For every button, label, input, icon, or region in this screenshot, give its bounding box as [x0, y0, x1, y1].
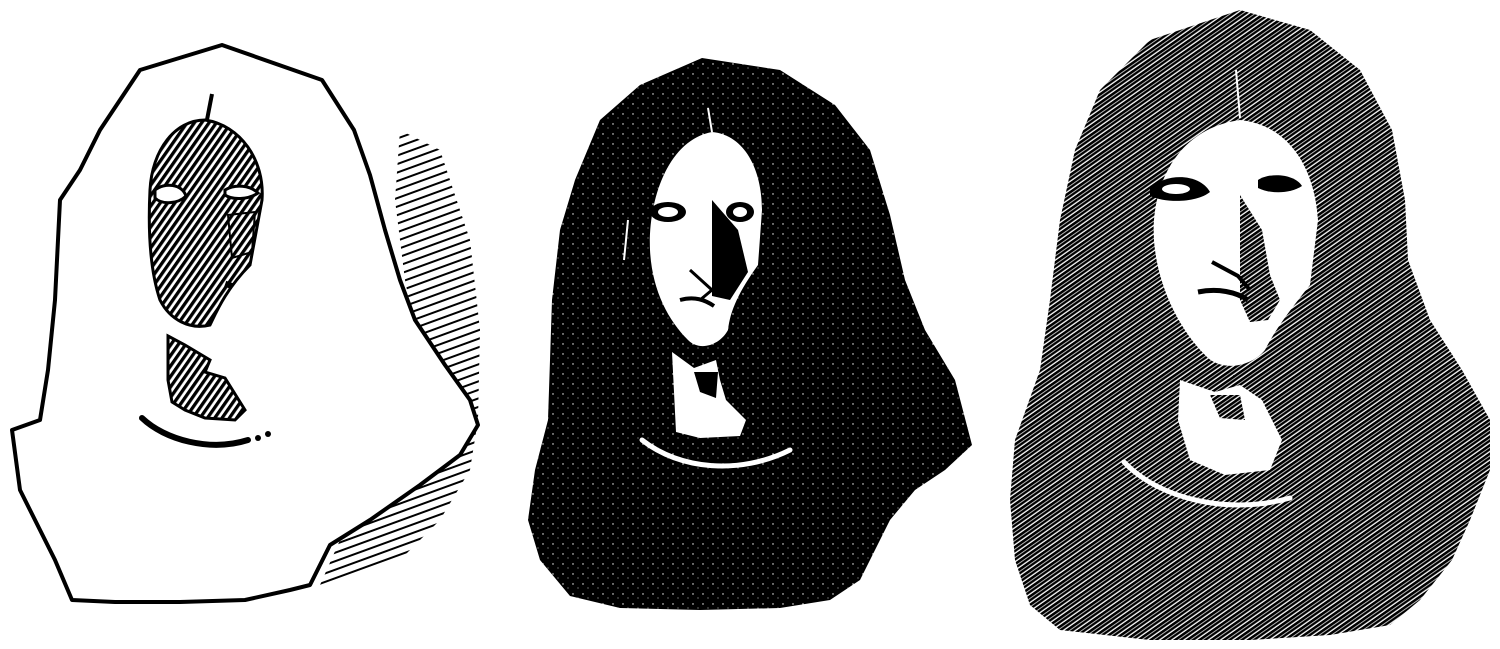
eye-right-white: [733, 207, 747, 217]
eye-left-white: [658, 207, 678, 217]
eye-left-white: [1162, 184, 1190, 194]
eye-left: [155, 185, 186, 202]
cheek-highlight: [228, 212, 255, 258]
hatched-stage: [1010, 10, 1490, 640]
eye-right: [225, 186, 258, 198]
hood-silhouette: [528, 58, 972, 610]
necklace-bead-2: [265, 431, 271, 437]
necklace-bead: [255, 435, 261, 441]
solid-black-stage: [528, 58, 972, 610]
outline-stage: [12, 45, 480, 602]
